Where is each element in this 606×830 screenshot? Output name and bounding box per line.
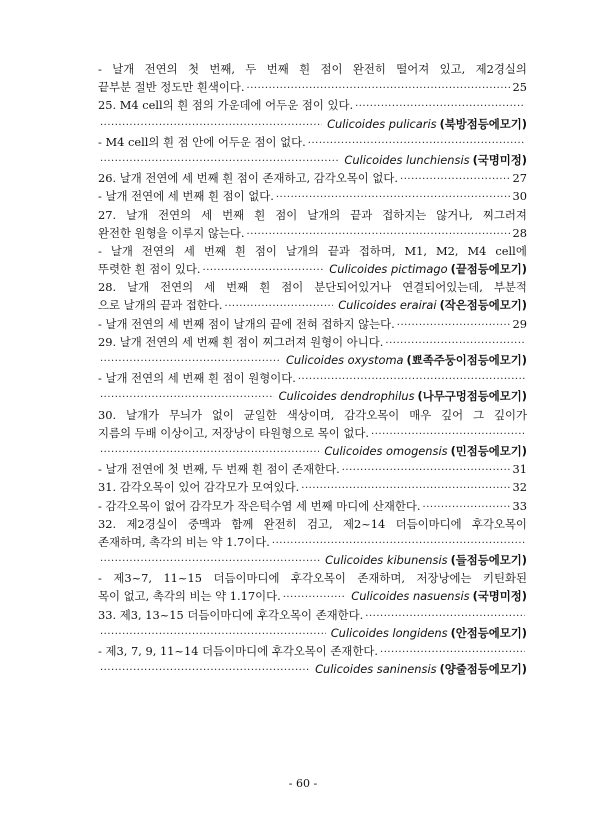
species-name: Culicoides pulicaris [327,116,437,131]
key-word: 두 [245,62,257,76]
key-line [98,242,527,260]
korean-name: (끝점등에모기) [450,262,527,277]
key-word: 날개가 [126,407,160,422]
key-word: 전연의 [144,62,178,76]
key-word: 전연의 [160,280,194,295]
leader-dots [276,189,511,205]
leader-dots [355,98,525,114]
species-name: Culicoides erairai [338,298,437,313]
key-word: 날개의 [285,243,319,258]
key-text: 으로 날개의 끝과 접한다. [98,298,223,313]
key-word: 존재하며, [357,571,406,586]
key-word: 연결되어있는데, [402,280,483,295]
key-word: 분단되어있거나 [314,280,392,295]
key-word: 세 [201,207,213,222]
key-target-number: 29 [512,316,527,331]
key-word: - [98,62,102,76]
key-word: 세 [204,280,216,295]
key-line [98,460,527,478]
korean-name: (국명미정) [472,152,527,167]
leader-dots [397,317,511,333]
leader-dots [100,553,320,569]
key-word: 흰 [299,62,311,76]
key-word: 함께 [231,516,254,531]
key-word: 후각오목이 [290,571,346,586]
key-word: 더듬이마디에 [395,516,462,531]
key-line [98,406,527,424]
key-word: 번째 [226,280,249,295]
key-line [98,60,527,78]
key-word: cell에 [495,243,527,258]
key-line [98,260,527,278]
key-word: 검고, [307,516,333,531]
key-word: 점이 [281,280,304,295]
key-word: 떨어져 [396,62,430,76]
key-word: 더듬이마디에 [213,571,280,586]
key-text: 31. 감각오목이 있어 감각모가 모여있다. [98,480,300,495]
key-word: 찌그러져 [482,207,527,222]
leader-dots [298,371,525,387]
key-word: 없이 [211,407,234,422]
key-word: 날개 [110,243,133,258]
key-line [98,442,527,460]
species-name: Culicoides longidens [330,625,448,640]
key-word: M2, [435,243,459,258]
key-line [98,369,527,387]
leader-dots [385,335,525,351]
key-word: 세 [183,243,195,258]
page-number: - 60 - [288,777,318,790]
species-name: Culicoides dendrophilus [278,389,415,404]
korean-name: (북방점등에모기) [439,116,527,131]
leader-dots [100,444,319,460]
key-word: 제3~7, [113,571,152,586]
key-line [98,296,527,314]
key-text: - 날개 전연의 세 번째 흰 점이 원형이다. [98,371,296,386]
key-line [98,151,527,169]
key-line [98,642,527,660]
key-word: 매우 [409,407,432,422]
key-line [98,115,527,133]
leader-dots [100,662,310,678]
korean-name: (들점등에모기) [450,553,527,568]
key-text: - M4 cell의 흰 점 안에 어두운 점이 없다. [98,134,306,149]
key-word: 완전히 [352,62,386,76]
key-text: - 날개 전연에 세 번째 흰 점이 없다. [98,189,274,204]
key-line [98,278,527,296]
key-word: 깊어 [441,407,464,422]
key-text: 지름의 두배 이상이고, 저장낭이 타원형으로 목이 없다. [98,425,370,440]
key-target-number: 32 [512,480,527,495]
species-name: Culicoides lunchiensis [344,152,470,167]
key-word: 키틴화된 [482,571,527,586]
key-word: 완전히 [263,516,297,531]
key-target-number: 28 [512,225,527,240]
key-line [98,587,527,605]
key-text: 29. 날개 전연의 세 번째 흰 점이 찌그러져 원형이 아니다. [98,334,384,349]
key-word: M1, [404,243,427,258]
key-word: 감각오목이 [344,407,400,422]
key-word: 제2경실이 [126,516,178,531]
key-text: 목이 없고, 촉각의 비는 약 1.17이다. [98,589,281,604]
key-word: 접하지는 [382,207,427,222]
leader-dots [247,226,511,242]
leader-dots [100,353,281,369]
key-text: 33. 제3, 13~15 더듬이마디에 후각오목이 존재한다. [98,607,364,622]
key-line [98,387,527,405]
key-word: 그 [473,407,485,422]
key-line [98,187,527,205]
key-text: - 날개 전연에 첫 번째, 두 번째 흰 점이 존재한다. [98,462,340,477]
key-word: M4 [467,243,487,258]
leader-dots [423,499,511,515]
key-word: 흰 [254,207,266,222]
leader-dots [301,480,510,496]
species-name: Culicoides saninensis [315,662,437,677]
species-name: Culicoides kibunensis [325,553,448,568]
leader-dots [100,153,339,169]
key-word: 번째 [266,62,289,76]
key-line [98,333,527,351]
key-word: 색상이며, [286,407,335,422]
key-text: - 날개 전연의 세 번째 점이 날개의 끝에 전혀 접하지 않는다. [98,316,395,331]
leader-dots [100,626,326,642]
key-line [98,351,527,369]
leader-dots [225,298,334,314]
key-word: 흰 [259,280,271,295]
leader-dots [247,80,511,96]
key-word: 날개 [126,207,149,222]
key-word: 27. [98,207,117,222]
key-word: 접하며, [358,243,396,258]
key-word: 날개 [112,62,135,76]
key-text: 완전한 원형을 이루지 않는다. [98,225,245,240]
key-line [98,478,527,496]
species-name: Culicoides nasuensis [351,589,470,604]
leader-dots [272,535,525,551]
key-word: 점이 [275,207,298,222]
key-text: 26. 날개 전연에 세 번째 흰 점이 존재하고, 감각오목이 없다. [98,171,399,186]
key-word: 전연의 [158,207,192,222]
species-name: Culicoides pictimago [329,262,448,277]
key-text: 존재하며, 촉각의 비는 약 1.7이다. [98,534,270,549]
key-text: 끝부분 절반 정도만 흰색이다. [98,80,245,95]
key-line [98,78,527,96]
key-line [98,624,527,642]
leader-dots [283,589,347,605]
key-word: - [98,243,102,258]
leader-dots [342,462,511,478]
key-word: 28. [98,280,117,295]
key-word: 제2~14 [342,516,386,531]
key-word: 점이 [320,62,343,76]
key-word: 번째 [203,243,226,258]
key-text: - 제3, 7, 9, 11~14 더듬이마디에 후각오목이 존재한다. [98,644,379,658]
key-document [98,60,527,678]
korean-name: (국명미정) [472,589,527,604]
key-line [98,224,527,242]
korean-name: (나무구멍점등에모기) [417,389,527,404]
key-text: 25. M4 cell의 흰 점의 가운데에 어두운 점이 있다. [98,98,354,113]
key-word: - [98,571,102,586]
key-word: 날개 [127,280,150,295]
leader-dots [380,644,525,660]
leader-dots [100,389,274,405]
species-name: Culicoides oxystoma [285,353,404,367]
key-word: 제2경실의 [475,62,527,76]
key-word: 있고, [439,62,466,76]
key-line [98,569,527,587]
key-text: - 감각오목이 없어 감각모가 작은턱수염 세 번째 마디에 산재한다. [98,498,421,513]
korean-name: (양줄점등에모기) [439,662,527,677]
key-word: 무늬가 [168,407,202,422]
key-word: 부분적 [493,280,527,295]
key-word: 후각오목이 [471,516,527,531]
key-word: 첫 [187,62,199,76]
key-line [98,424,527,442]
key-word: 않거나, [436,207,473,222]
leader-dots [203,262,325,278]
key-target-number: 33 [512,498,527,513]
key-word: 끝과 [327,243,350,258]
key-line [98,96,527,114]
key-line [98,169,527,187]
key-word: 11~15 [163,571,202,586]
key-word: 32. [98,516,117,531]
species-name: Culicoides omogensis [324,443,448,458]
key-target-number: 30 [512,189,527,204]
key-line [98,606,527,624]
key-line [98,533,527,551]
leader-dots [371,426,525,442]
key-word: 중맥과 [188,516,222,531]
leader-dots [365,608,525,624]
korean-name: (작은점등에모기) [439,298,527,313]
key-word: 번째, [209,62,235,76]
key-word: 점이 [254,243,277,258]
leader-dots [400,171,510,187]
key-text: 뚜렷한 흰 점이 있다. [98,262,201,277]
korean-name: (안점등에모기) [450,625,527,640]
key-line [98,206,527,224]
key-word: 30. [98,407,117,422]
key-line [98,551,527,569]
key-word: 저장낭에는 [416,571,472,586]
korean-name: (뾰족주둥이점등에모기) [406,353,527,367]
key-word: 흰 [234,243,246,258]
key-line [98,497,527,515]
key-word: 전연의 [141,243,175,258]
korean-name: (민점등에모기) [450,443,527,458]
key-word: 끝과 [350,207,373,222]
key-line [98,315,527,333]
key-word: 날개의 [307,207,341,222]
key-target-number: 27 [512,171,527,186]
key-line [98,660,527,678]
key-word: 번째 [222,207,245,222]
leader-dots [100,117,322,133]
leader-dots [308,135,525,151]
key-line [98,133,527,151]
key-target-number: 31 [512,462,527,477]
key-line [98,515,527,533]
key-word: 깊이가 [493,407,527,422]
key-target-number: 25 [512,80,527,95]
key-word: 균일한 [243,407,277,422]
